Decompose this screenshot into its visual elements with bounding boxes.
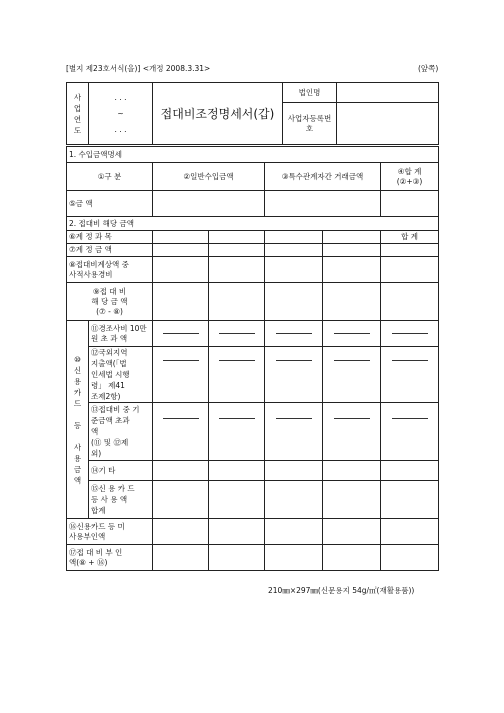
col-gubun-label: ①구 분: [67, 163, 153, 191]
row7-cell-2[interactable]: [209, 244, 265, 257]
row9-cell-5[interactable]: [381, 283, 439, 321]
row17-cell-5[interactable]: [381, 545, 439, 571]
row8-cell-1[interactable]: [153, 257, 209, 283]
sub12-label: ⑫국외지역 지출액(「법 인세법 시행 령」 제41 조제2항): [89, 347, 153, 403]
header-table: [66, 82, 439, 145]
row8-label: ⑧접대비계상액 중 사적사용경비: [67, 257, 153, 283]
sub13-label: ⑬접대비 중 기 준금액 초과 액 (⑪ 및 ⑫제 외): [89, 403, 153, 461]
form-title: 접대비조정명세서(갑): [153, 83, 283, 145]
sub11-dash-3: [265, 321, 323, 347]
sub14-label: ⑭기 타: [89, 461, 153, 481]
sub15-label: ⑮신 용 카 드 등 사 용 액 합계: [89, 481, 153, 519]
sub13-dash-2: [209, 403, 265, 461]
business-year-label: 사 업 연 도: [67, 83, 89, 145]
row16-label: ⑯신용카드 등 미 사용부인액: [67, 519, 153, 545]
row6-cell-2[interactable]: [209, 231, 265, 244]
biz-reg-label: 사업자등록번호: [283, 103, 337, 145]
sub11-dash-2: [209, 321, 265, 347]
row6-label: ⑥계 정 과 목: [67, 231, 153, 244]
page-side-label: (앞쪽): [418, 64, 439, 73]
row8-cell-4[interactable]: [323, 257, 381, 283]
sub15-cell-4[interactable]: [323, 481, 381, 519]
sub12-dash-1: [153, 347, 209, 403]
col-general-revenue-label: ②일반수입금액: [153, 163, 265, 191]
row17-cell-3[interactable]: [265, 545, 323, 571]
main-table: [66, 146, 439, 571]
row9-cell-3[interactable]: [265, 283, 323, 321]
row9-cell-1[interactable]: [153, 283, 209, 321]
row6-cell-3[interactable]: [265, 231, 323, 244]
row17-label: ⑰접 대 비 부 인 액(⑧ + ⑯): [67, 545, 153, 571]
section2-heading: 2. 접대비 해당 금액: [67, 217, 439, 231]
sub14-cell-1[interactable]: [153, 461, 209, 481]
row17-cell-2[interactable]: [209, 545, 265, 571]
row7-label: ⑦계 정 금 액: [67, 244, 153, 257]
row8-cell-3[interactable]: [265, 257, 323, 283]
corp-name-label: 법인명: [283, 83, 337, 103]
form-reference: [별지 제23호서식(을)] <개정 2008.3.31>: [66, 64, 211, 73]
row6-cell-1[interactable]: [153, 231, 209, 244]
row16-cell-4[interactable]: [323, 519, 381, 545]
row-amount-label: ⑤금 액: [67, 191, 153, 217]
general-revenue-field[interactable]: [153, 191, 265, 217]
row7-cell-1[interactable]: [153, 244, 209, 257]
sub12-dash-5: [381, 347, 439, 403]
row7-cell-4[interactable]: [323, 244, 381, 257]
sub11-dash-5: [381, 321, 439, 347]
total-revenue-field[interactable]: [381, 191, 439, 217]
row9-label: ⑨접 대 비 해 당 금 액 (⑦ - ⑧): [67, 283, 153, 321]
sub11-dash-1: [153, 321, 209, 347]
sub12-dash-3: [265, 347, 323, 403]
sub14-cell-4[interactable]: [323, 461, 381, 481]
row16-cell-1[interactable]: [153, 519, 209, 545]
business-year-period: . . . ~ . . .: [89, 83, 153, 145]
sub11-dash-4: [323, 321, 381, 347]
row8-cell-5[interactable]: [381, 257, 439, 283]
sub15-cell-5[interactable]: [381, 481, 439, 519]
sub13-dash-5: [381, 403, 439, 461]
paper-spec-footer: 210㎜×297㎜(신문용지 54g/㎡(재활용품)): [268, 586, 415, 595]
sub14-cell-2[interactable]: [209, 461, 265, 481]
sub13-dash-3: [265, 403, 323, 461]
row9-cell-2[interactable]: [209, 283, 265, 321]
sub12-dash-2: [209, 347, 265, 403]
row9-cell-4[interactable]: [323, 283, 381, 321]
row17-cell-1[interactable]: [153, 545, 209, 571]
row16-cell-2[interactable]: [209, 519, 265, 545]
sub15-cell-2[interactable]: [209, 481, 265, 519]
sub13-dash-1: [153, 403, 209, 461]
col-special-revenue-label: ③특수관계자간 거래금액: [265, 163, 381, 191]
sub12-dash-4: [323, 347, 381, 403]
sub11-label: ⑪경조사비 10만 원 초 과 액: [89, 321, 153, 347]
biz-reg-field[interactable]: [337, 103, 439, 145]
col-total-label: ④합 계 (②+③): [381, 163, 439, 191]
row16-cell-5[interactable]: [381, 519, 439, 545]
special-revenue-field[interactable]: [265, 191, 381, 217]
section1-heading: 1. 수입금액명세: [67, 147, 439, 163]
row7-cell-3[interactable]: [265, 244, 323, 257]
sub15-cell-3[interactable]: [265, 481, 323, 519]
row6-total-label: 합 계: [381, 231, 439, 244]
credit-card-group-label: ⑩ 신 용 카 드 등 사 용 금 액: [67, 321, 89, 519]
sub15-cell-1[interactable]: [153, 481, 209, 519]
corp-name-field[interactable]: [337, 83, 439, 103]
row16-cell-3[interactable]: [265, 519, 323, 545]
sub14-cell-3[interactable]: [265, 461, 323, 481]
row8-cell-2[interactable]: [209, 257, 265, 283]
row7-cell-5[interactable]: [381, 244, 439, 257]
row6-cell-4[interactable]: [323, 231, 381, 244]
row17-cell-4[interactable]: [323, 545, 381, 571]
sub13-dash-4: [323, 403, 381, 461]
sub14-cell-5[interactable]: [381, 461, 439, 481]
